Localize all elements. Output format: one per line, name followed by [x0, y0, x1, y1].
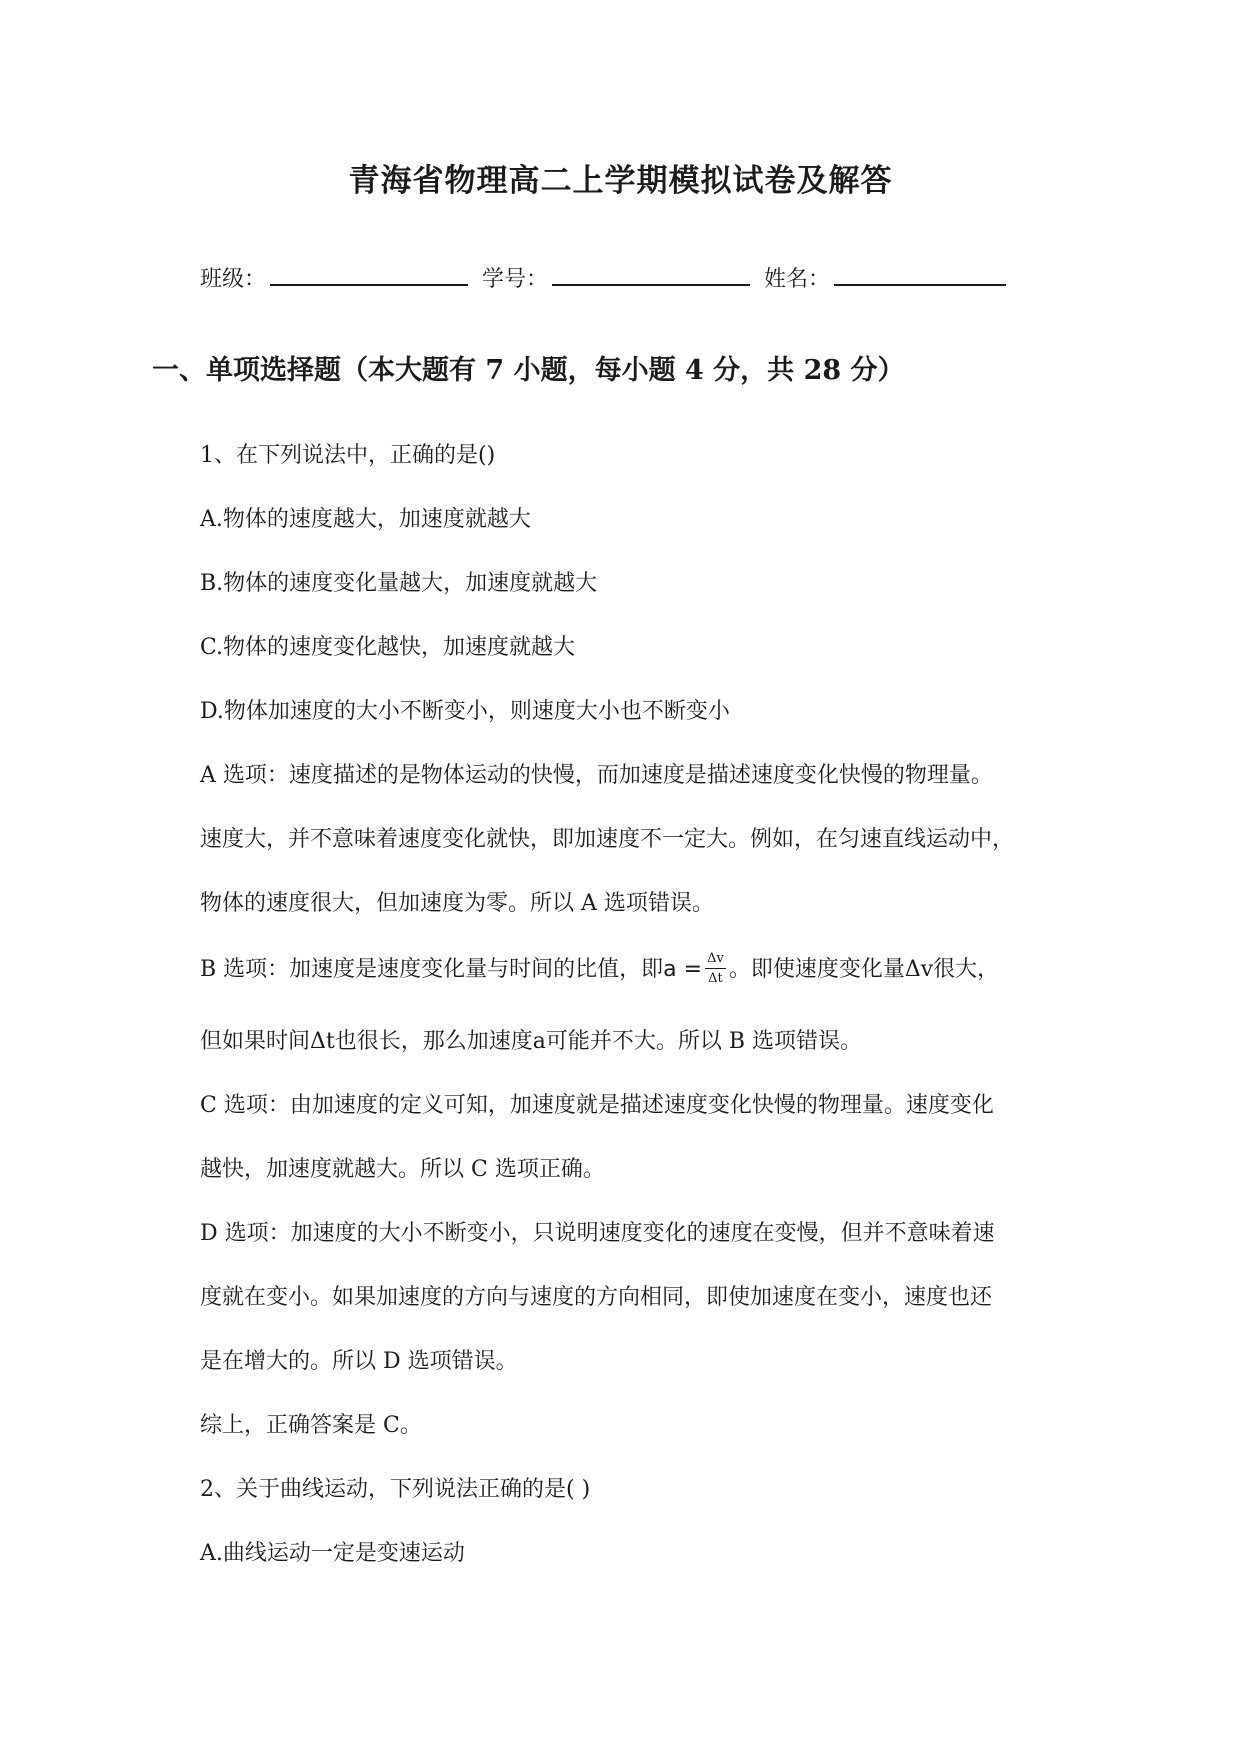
question-1-option-b: B.物体的速度变化量越大，加速度就越大 — [200, 571, 598, 596]
student-info-row — [200, 262, 1020, 293]
fraction-dv-dt — [705, 952, 726, 985]
analysis-c-line: C 选项：由加速度的定义可知，加速度就是描述速度变化快慢的物理量。速度变化 — [200, 1093, 994, 1118]
question-1-option-c: C.物体的速度变化越快，加速度就越大 — [200, 635, 576, 660]
question-2-stem: 2、关于曲线运动，下列说法正确的是( ) — [200, 1477, 591, 1502]
analysis-c-line: 越快，加速度就越大。所以 C 选项正确。 — [200, 1157, 605, 1182]
analysis-d-line: 是在增大的。所以 D 选项错误。 — [200, 1349, 518, 1374]
name-label: 姓名： — [764, 267, 831, 292]
section-heading: 一、单项选择题（本大题有 7 小题，每小题 4 分，共 28 分） — [152, 355, 905, 386]
analysis-b-line — [200, 952, 999, 987]
page-title: 青海省物理高二上学期模拟试卷及解答 — [348, 163, 893, 199]
analysis-b-prefix: B 选项：加速度是速度变化量与时间的比值，即 — [200, 957, 664, 982]
student-id-blank — [552, 264, 750, 286]
fraction-numerator: Δv — [707, 950, 724, 966]
question-1-option-d: D.物体加速度的大小不断变小，则速度大小也不断变小 — [200, 699, 730, 724]
name-blank — [834, 264, 1006, 286]
analysis-b-suffix: 。即使速度变化量Δv很大， — [728, 957, 1000, 982]
question-2-option-a: A.曲线运动一定是变速运动 — [200, 1541, 465, 1566]
answer-conclusion: 综上，正确答案是 C。 — [200, 1413, 422, 1438]
class-label: 班级： — [200, 267, 267, 292]
analysis-b-line: 但如果时间Δt也很长，那么加速度a可能并不大。所以 B 选项错误。 — [200, 1029, 863, 1054]
fraction-denominator: Δt — [708, 970, 723, 986]
analysis-d-line: D 选项：加速度的大小不断变小，只说明速度变化的速度在变慢，但并不意味着速 — [200, 1221, 995, 1246]
analysis-a-line: 物体的速度很大，但加速度为零。所以 A 选项错误。 — [200, 891, 714, 916]
analysis-d-line: 度就在变小。如果加速度的方向与速度的方向相同，即使加速度在变小，速度也还 — [200, 1285, 993, 1310]
fraction-bar — [705, 968, 726, 969]
question-1-option-a: A.物体的速度越大，加速度就越大 — [200, 507, 531, 532]
formula-lhs: a = — [663, 957, 703, 982]
analysis-a-line: 速度大，并不意味着速度变化就快，即加速度不一定大。例如，在匀速直线运动中， — [200, 827, 1015, 852]
student-id-label: 学号： — [482, 267, 549, 292]
question-1-stem: 1、在下列说法中，正确的是() — [200, 443, 496, 468]
class-blank — [270, 264, 468, 286]
analysis-a-line: A 选项：速度描述的是物体运动的快慢，而加速度是描述速度变化快慢的物理量。 — [200, 763, 993, 788]
